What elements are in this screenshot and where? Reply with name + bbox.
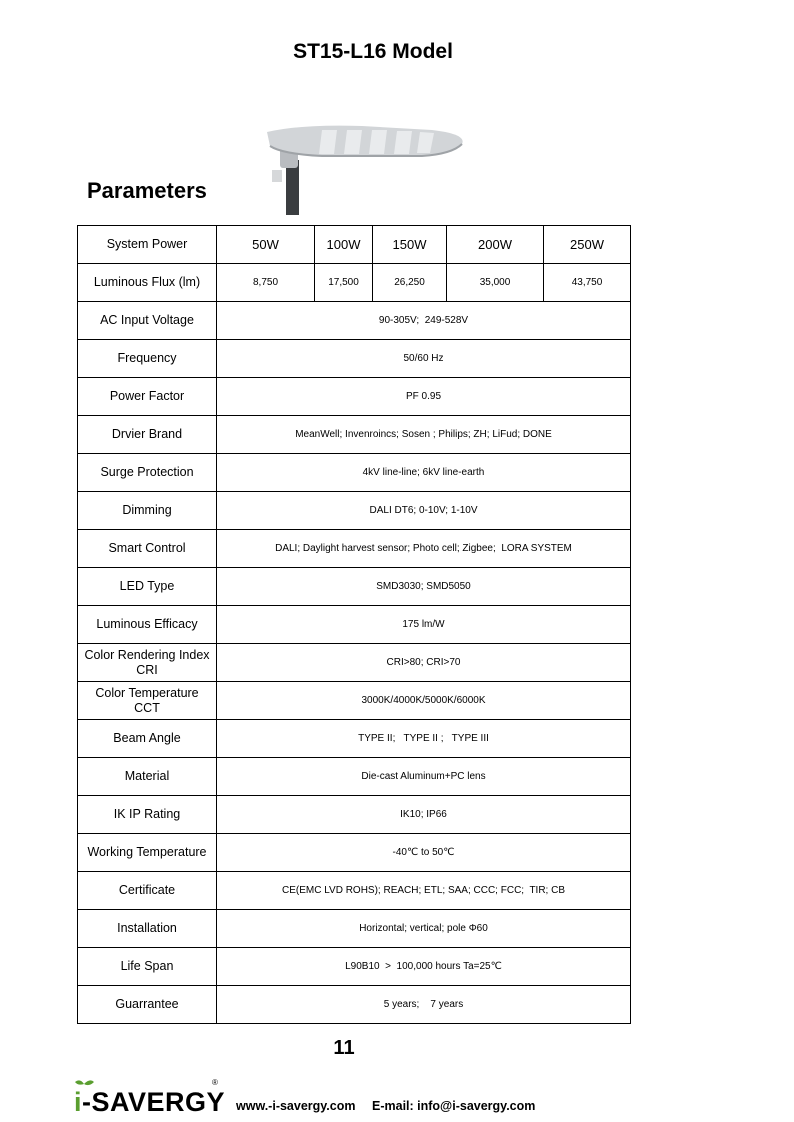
row-label: Smart Control xyxy=(78,530,217,568)
row-value: 50/60 Hz xyxy=(217,340,631,378)
row-label: IK IP Rating xyxy=(78,796,217,834)
parameters-table xyxy=(77,225,631,1024)
power-cell: 150W xyxy=(373,226,447,264)
row-label: System Power xyxy=(78,226,217,264)
row-value: CRI>80; CRI>70 xyxy=(217,644,631,682)
table-row xyxy=(78,872,631,910)
row-value: 4kV line-line; 6kV line-earth xyxy=(217,454,631,492)
flux-cell: 17,500 xyxy=(315,264,373,302)
row-value: TYPE II; TYPE II ; TYPE III xyxy=(217,720,631,758)
row-label: Certificate xyxy=(78,872,217,910)
row-value: 3000K/4000K/5000K/6000K xyxy=(217,682,631,720)
table-row xyxy=(78,606,631,644)
table-row xyxy=(78,264,631,302)
row-value: PF 0.95 xyxy=(217,378,631,416)
row-value: DALI; Daylight harvest sensor; Photo cell; Zigbee; LORA SYSTEM xyxy=(217,530,631,568)
table-row xyxy=(78,340,631,378)
power-cell: 250W xyxy=(544,226,631,264)
row-label: Drvier Brand xyxy=(78,416,217,454)
table-row xyxy=(78,834,631,872)
table-row xyxy=(78,530,631,568)
row-label: AC Input Voltage xyxy=(78,302,217,340)
page-title: ST15-L16 Model xyxy=(293,40,453,63)
row-value: CE(EMC LVD ROHS); REACH; ETL; SAA; CCC; FCC; TIR; CB xyxy=(217,872,631,910)
table-row xyxy=(78,986,631,1024)
table-row xyxy=(78,568,631,606)
flux-cell: 43,750 xyxy=(544,264,631,302)
row-label: LED Type xyxy=(78,568,217,606)
flux-cell: 26,250 xyxy=(373,264,447,302)
table-row xyxy=(78,302,631,340)
power-cell: 50W xyxy=(217,226,315,264)
table-row xyxy=(78,644,631,682)
table-row xyxy=(78,492,631,530)
page-number: 11 xyxy=(333,1037,355,1059)
row-label: Power Factor xyxy=(78,378,217,416)
row-label: Guarrantee xyxy=(78,986,217,1024)
row-value: Die-cast Aluminum+PC lens xyxy=(217,758,631,796)
row-value: 5 years; 7 years xyxy=(217,986,631,1024)
row-value: -40℃ to 50℃ xyxy=(217,834,631,872)
email-link[interactable]: E-mail: info@i-savergy.com xyxy=(372,1099,536,1113)
row-label: Dimming xyxy=(78,492,217,530)
table-row xyxy=(78,416,631,454)
row-label: Luminous Flux (lm) xyxy=(78,264,217,302)
row-label: Surge Protection xyxy=(78,454,217,492)
row-label: Frequency xyxy=(78,340,217,378)
flux-cell: 8,750 xyxy=(217,264,315,302)
row-label: Material xyxy=(78,758,217,796)
logo-wordmark: i-SAVERGY xyxy=(74,1087,226,1117)
registered-mark: ® xyxy=(212,1078,218,1087)
table-row xyxy=(78,948,631,986)
row-value: DALI DT6; 0-10V; 1-10V xyxy=(217,492,631,530)
row-value: IK10; IP66 xyxy=(217,796,631,834)
table-row xyxy=(78,454,631,492)
table-row xyxy=(78,796,631,834)
table-row xyxy=(78,910,631,948)
table-row xyxy=(78,758,631,796)
row-label: Installation xyxy=(78,910,217,948)
table-row xyxy=(78,378,631,416)
table-row xyxy=(78,682,631,720)
power-cell: 100W xyxy=(315,226,373,264)
row-value: 90-305V; 249-528V xyxy=(217,302,631,340)
street-light-image xyxy=(262,120,472,215)
row-label: Beam Angle xyxy=(78,720,217,758)
power-cell: 200W xyxy=(447,226,544,264)
table-row xyxy=(78,720,631,758)
row-label: Life Span xyxy=(78,948,217,986)
website-link[interactable]: www.-i-savergy.com xyxy=(236,1099,356,1113)
row-value: SMD3030; SMD5050 xyxy=(217,568,631,606)
table-row xyxy=(78,226,631,264)
row-value: MeanWell; Invenroincs; Sosen ; Philips; ZH; LiFud; DONE xyxy=(217,416,631,454)
row-label: Luminous Efficacy xyxy=(78,606,217,644)
row-value: L90B10 > 100,000 hours Ta=25℃ xyxy=(217,948,631,986)
row-value: 175 lm/W xyxy=(217,606,631,644)
flux-cell: 35,000 xyxy=(447,264,544,302)
row-label: Color Rendering Index CRI xyxy=(78,644,217,682)
row-label: Working Temperature xyxy=(78,834,217,872)
row-value: Horizontal; vertical; pole Φ60 xyxy=(217,910,631,948)
section-heading: Parameters xyxy=(87,178,207,203)
row-label: Color Temperature CCT xyxy=(78,682,217,720)
